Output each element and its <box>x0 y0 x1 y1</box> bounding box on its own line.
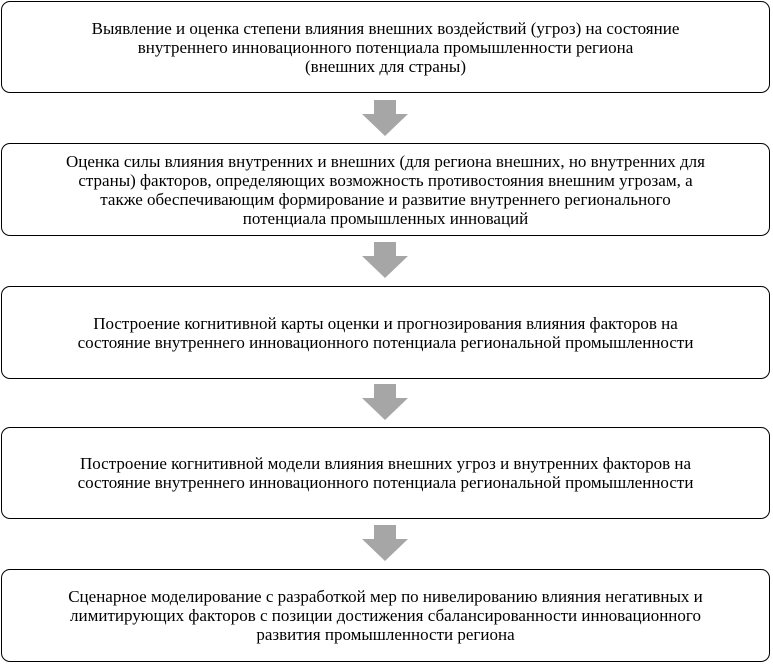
flow-step-2-text: Оценка силы влияния внутренних и внешних (для региона внешних, но внутренних для страны) факторов, определяющих возможность противостояния внешним угрозам, а также обеспечивающим формирование и развитие внутреннего регионального потенциала промышленных инноваций <box>66 151 705 228</box>
flow-step-1 <box>1 1 770 93</box>
flow-step-5-text: Сценарное моделирование с разработкой мер по нивелированию влияния негативных и лимитирующих факторов с позиции достижения сбалансированности инновационного развития промышленности региона <box>68 587 703 644</box>
flow-step-2 <box>1 143 770 236</box>
flow-step-3-text: Построение когнитивной карты оценки и прогнозирования влияния факторов на состояние внутреннего инновационного потенциала региональной промышленности <box>77 313 694 352</box>
flow-step-4 <box>1 427 770 519</box>
flow-step-3 <box>1 286 770 379</box>
down-arrow-2 <box>362 242 408 278</box>
down-arrow-4 <box>362 525 408 561</box>
down-arrow-1 <box>362 100 408 136</box>
flow-step-5 <box>1 569 770 662</box>
down-arrow-3 <box>362 384 408 420</box>
flow-step-1-text: Выявление и оценка степени влияния внешних воздействий (угроз) на состояние внутреннего инновационного потенциала промышленности региона (внешних для страны) <box>91 18 680 76</box>
flow-step-4-text: Построение когнитивной модели влияния внешних угроз и внутренних факторов на состояние внутреннего инновационного потенциала региональной промышленности <box>77 454 694 492</box>
